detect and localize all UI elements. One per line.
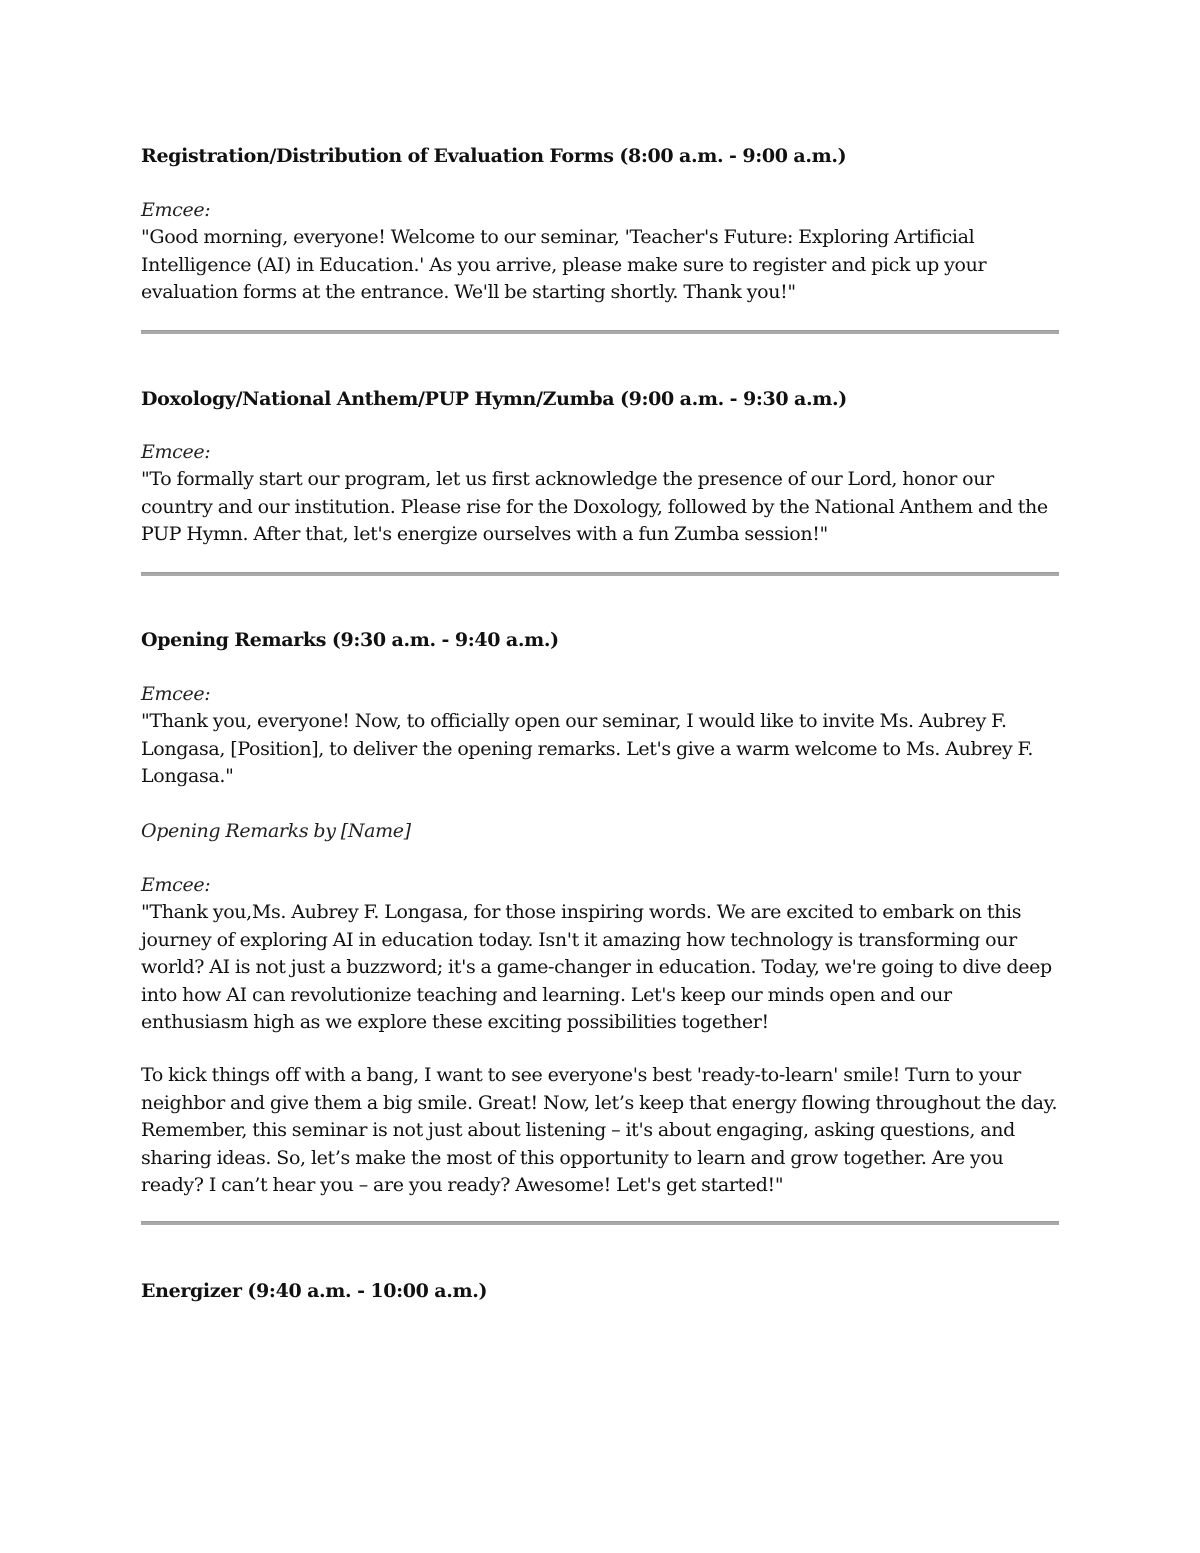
section-divider bbox=[141, 572, 1059, 576]
section-heading-opening-remarks: Opening Remarks (9:30 a.m. - 9:40 a.m.) bbox=[141, 629, 559, 651]
emcee-script-registration: "Good morning, everyone! Welcome to our seminar, 'Teacher's Future: Exploring Artificial Intelligence (AI) in Education.' As you arrive, please make sure to register and pick up your evaluation forms at the entrance. We'll be starting shortly. Thank you!" bbox=[141, 226, 987, 303]
opening-remarks-note: Opening Remarks by [Name] bbox=[141, 820, 411, 842]
section-heading-energizer: Energizer (9:40 a.m. - 10:00 a.m.) bbox=[141, 1280, 488, 1302]
emcee-label: Emcee: bbox=[141, 874, 211, 896]
emcee-label: Emcee: bbox=[141, 441, 211, 463]
emcee-script-invite: "Thank you, everyone! Now, to officially open our seminar, I would like to invite Ms. Aubrey F. Longasa, [Position], to deliver the opening remarks. Let's give a warm welcome to Ms. Aubrey F. Longasa." bbox=[141, 710, 1034, 787]
section-divider bbox=[141, 330, 1059, 334]
section-heading-doxology: Doxology/National Anthem/PUP Hymn/Zumba (9:00 a.m. - 9:30 a.m.) bbox=[141, 388, 847, 410]
emcee-script-kickoff: To kick things off with a bang, I want to see everyone's best 'ready-to-learn' smile! Turn to your neighbor and give them a big smile. Great! Now, let’s keep that energy flowing throughout the day. Remember, this seminar is not just about listening – it's about engaging, asking questions, and sharing ideas. So, let’s make the most of this opportunity to learn and grow together. Are you ready? I can’t hear you – are you ready? Awesome! Let's get started!" bbox=[141, 1064, 1058, 1196]
emcee-label: Emcee: bbox=[141, 683, 211, 705]
emcee-label: Emcee: bbox=[141, 199, 211, 221]
section-divider bbox=[141, 1221, 1059, 1225]
emcee-script-thanks: "Thank you,Ms. Aubrey F. Longasa, for those inspiring words. We are excited to embark on this journey of exploring AI in education today. Isn't it amazing how technology is transforming our world? AI is not just a buzzword; it's a game-changer in education. Today, we're going to dive deep into how AI can revolutionize teaching and learning. Let's keep our minds open and our enthusiasm high as we explore these exciting possibilities together! bbox=[141, 901, 1052, 1033]
section-heading-registration: Registration/Distribution of Evaluation Forms (8:00 a.m. - 9:00 a.m.) bbox=[141, 145, 847, 167]
emcee-script-doxology: "To formally start our program, let us first acknowledge the presence of our Lord, honor our country and our institution. Please rise for the Doxology, followed by the National Anthem and the PUP Hymn. After that, let's energize ourselves with a fun Zumba session!" bbox=[141, 468, 1048, 545]
